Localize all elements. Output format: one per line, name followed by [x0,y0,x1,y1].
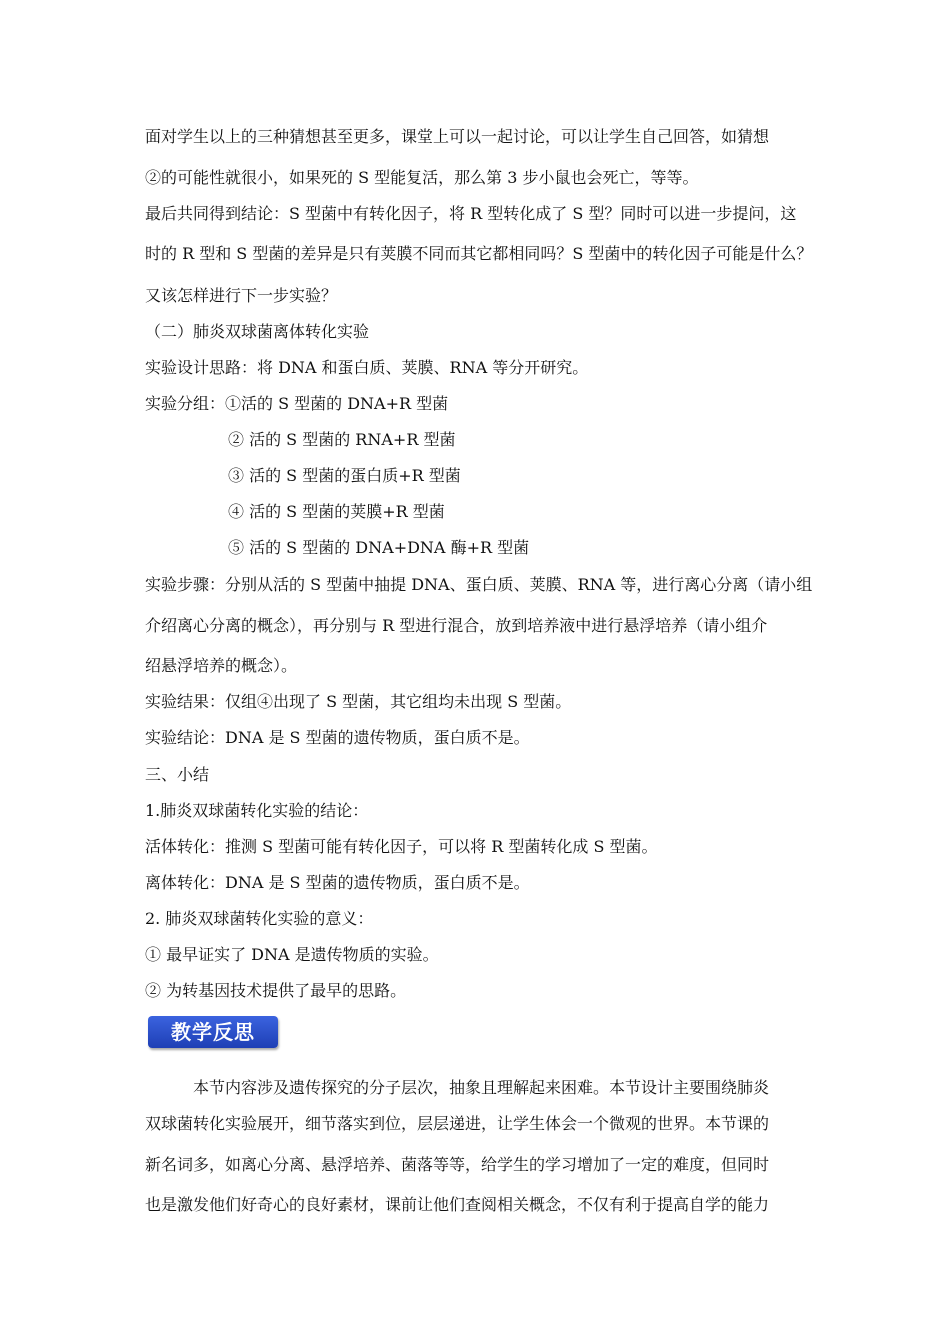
text-line: 也是激发他们好奇心的良好素材，课前让他们查阅相关概念，不仅有利于提高自学的能力 [145,1195,770,1214]
text-line: 实验步骤：分别从活的 S 型菌中抽提 DNA、蛋白质、荚膜、RNA 等，进行离心分离（请小组 [145,575,813,594]
section-heading: 三、小结 [145,765,210,784]
text-line: 实验分组：①活的 S 型菌的 DNA+R 型菌 [145,394,449,413]
text-line: 最后共同得到结论：S 型菌中有转化因子，将 R 型转化成了 S 型？同时可以进一步提问，这 [145,204,797,223]
text-line: ②的可能性就很小，如果死的 S 型能复活，那么第 3 步小鼠也会死亡，等等。 [145,168,699,187]
section-heading: （二）肺炎双球菌离体转化实验 [145,322,370,341]
text-line: 又该怎样进行下一步实验？ [145,286,338,305]
text-line: 面对学生以上的三种猜想甚至更多，课堂上可以一起讨论，可以让学生自己回答，如猜想 [145,127,770,146]
text-line: 绍悬浮培养的概念）。 [145,656,298,675]
group-item: ③ 活的 S 型菌的蛋白质+R 型菌 [228,466,461,485]
text-line: 离体转化：DNA 是 S 型菌的遗传物质，蛋白质不是。 [145,873,530,892]
group-item: ④ 活的 S 型菌的荚膜+R 型菌 [228,502,445,521]
text-line: 实验设计思路：将 DNA 和蛋白质、荚膜、RNA 等分开研究。 [145,358,589,377]
text-line: 时的 R 型和 S 型菌的差异是只有荚膜不同而其它都相同吗？S 型菌中的转化因子可能是什么？ [145,244,813,263]
group-item: ⑤ 活的 S 型菌的 DNA+DNA 酶+R 型菌 [228,538,530,557]
text-line: 1.肺炎双球菌转化实验的结论： [145,801,369,820]
text-line: 本节内容涉及遗传探究的分子层次，抽象且理解起来困难。本节设计主要围绕肺炎 [193,1078,770,1097]
text-line: 实验结果：仅组④出现了 S 型菌，其它组均未出现 S 型菌。 [145,692,572,711]
reflection-banner: 教学反思 [148,1016,278,1048]
group-item: ② 活的 S 型菌的 RNA+R 型菌 [228,430,456,449]
text-line: 实验结论：DNA 是 S 型菌的遗传物质，蛋白质不是。 [145,728,530,747]
text-line: 活体转化：推测 S 型菌可能有转化因子，可以将 R 型菌转化成 S 型菌。 [145,837,658,856]
text-line: ① 最早证实了 DNA 是遗传物质的实验。 [145,945,439,964]
text-line: 双球菌转化实验展开，细节落实到位，层层递进，让学生体会一个微观的世界。本节课的 [145,1114,770,1133]
text-line: ② 为转基因技术提供了最早的思路。 [145,981,407,1000]
text-line: 介绍离心分离的概念），再分别与 R 型进行混合，放到培养液中进行悬浮培养（请小组介 [145,616,768,635]
text-line: 新名词多，如离心分离、悬浮培养、菌落等等，给学生的学习增加了一定的难度，但同时 [145,1155,770,1174]
text-line: 2. 肺炎双球菌转化实验的意义： [145,909,374,928]
